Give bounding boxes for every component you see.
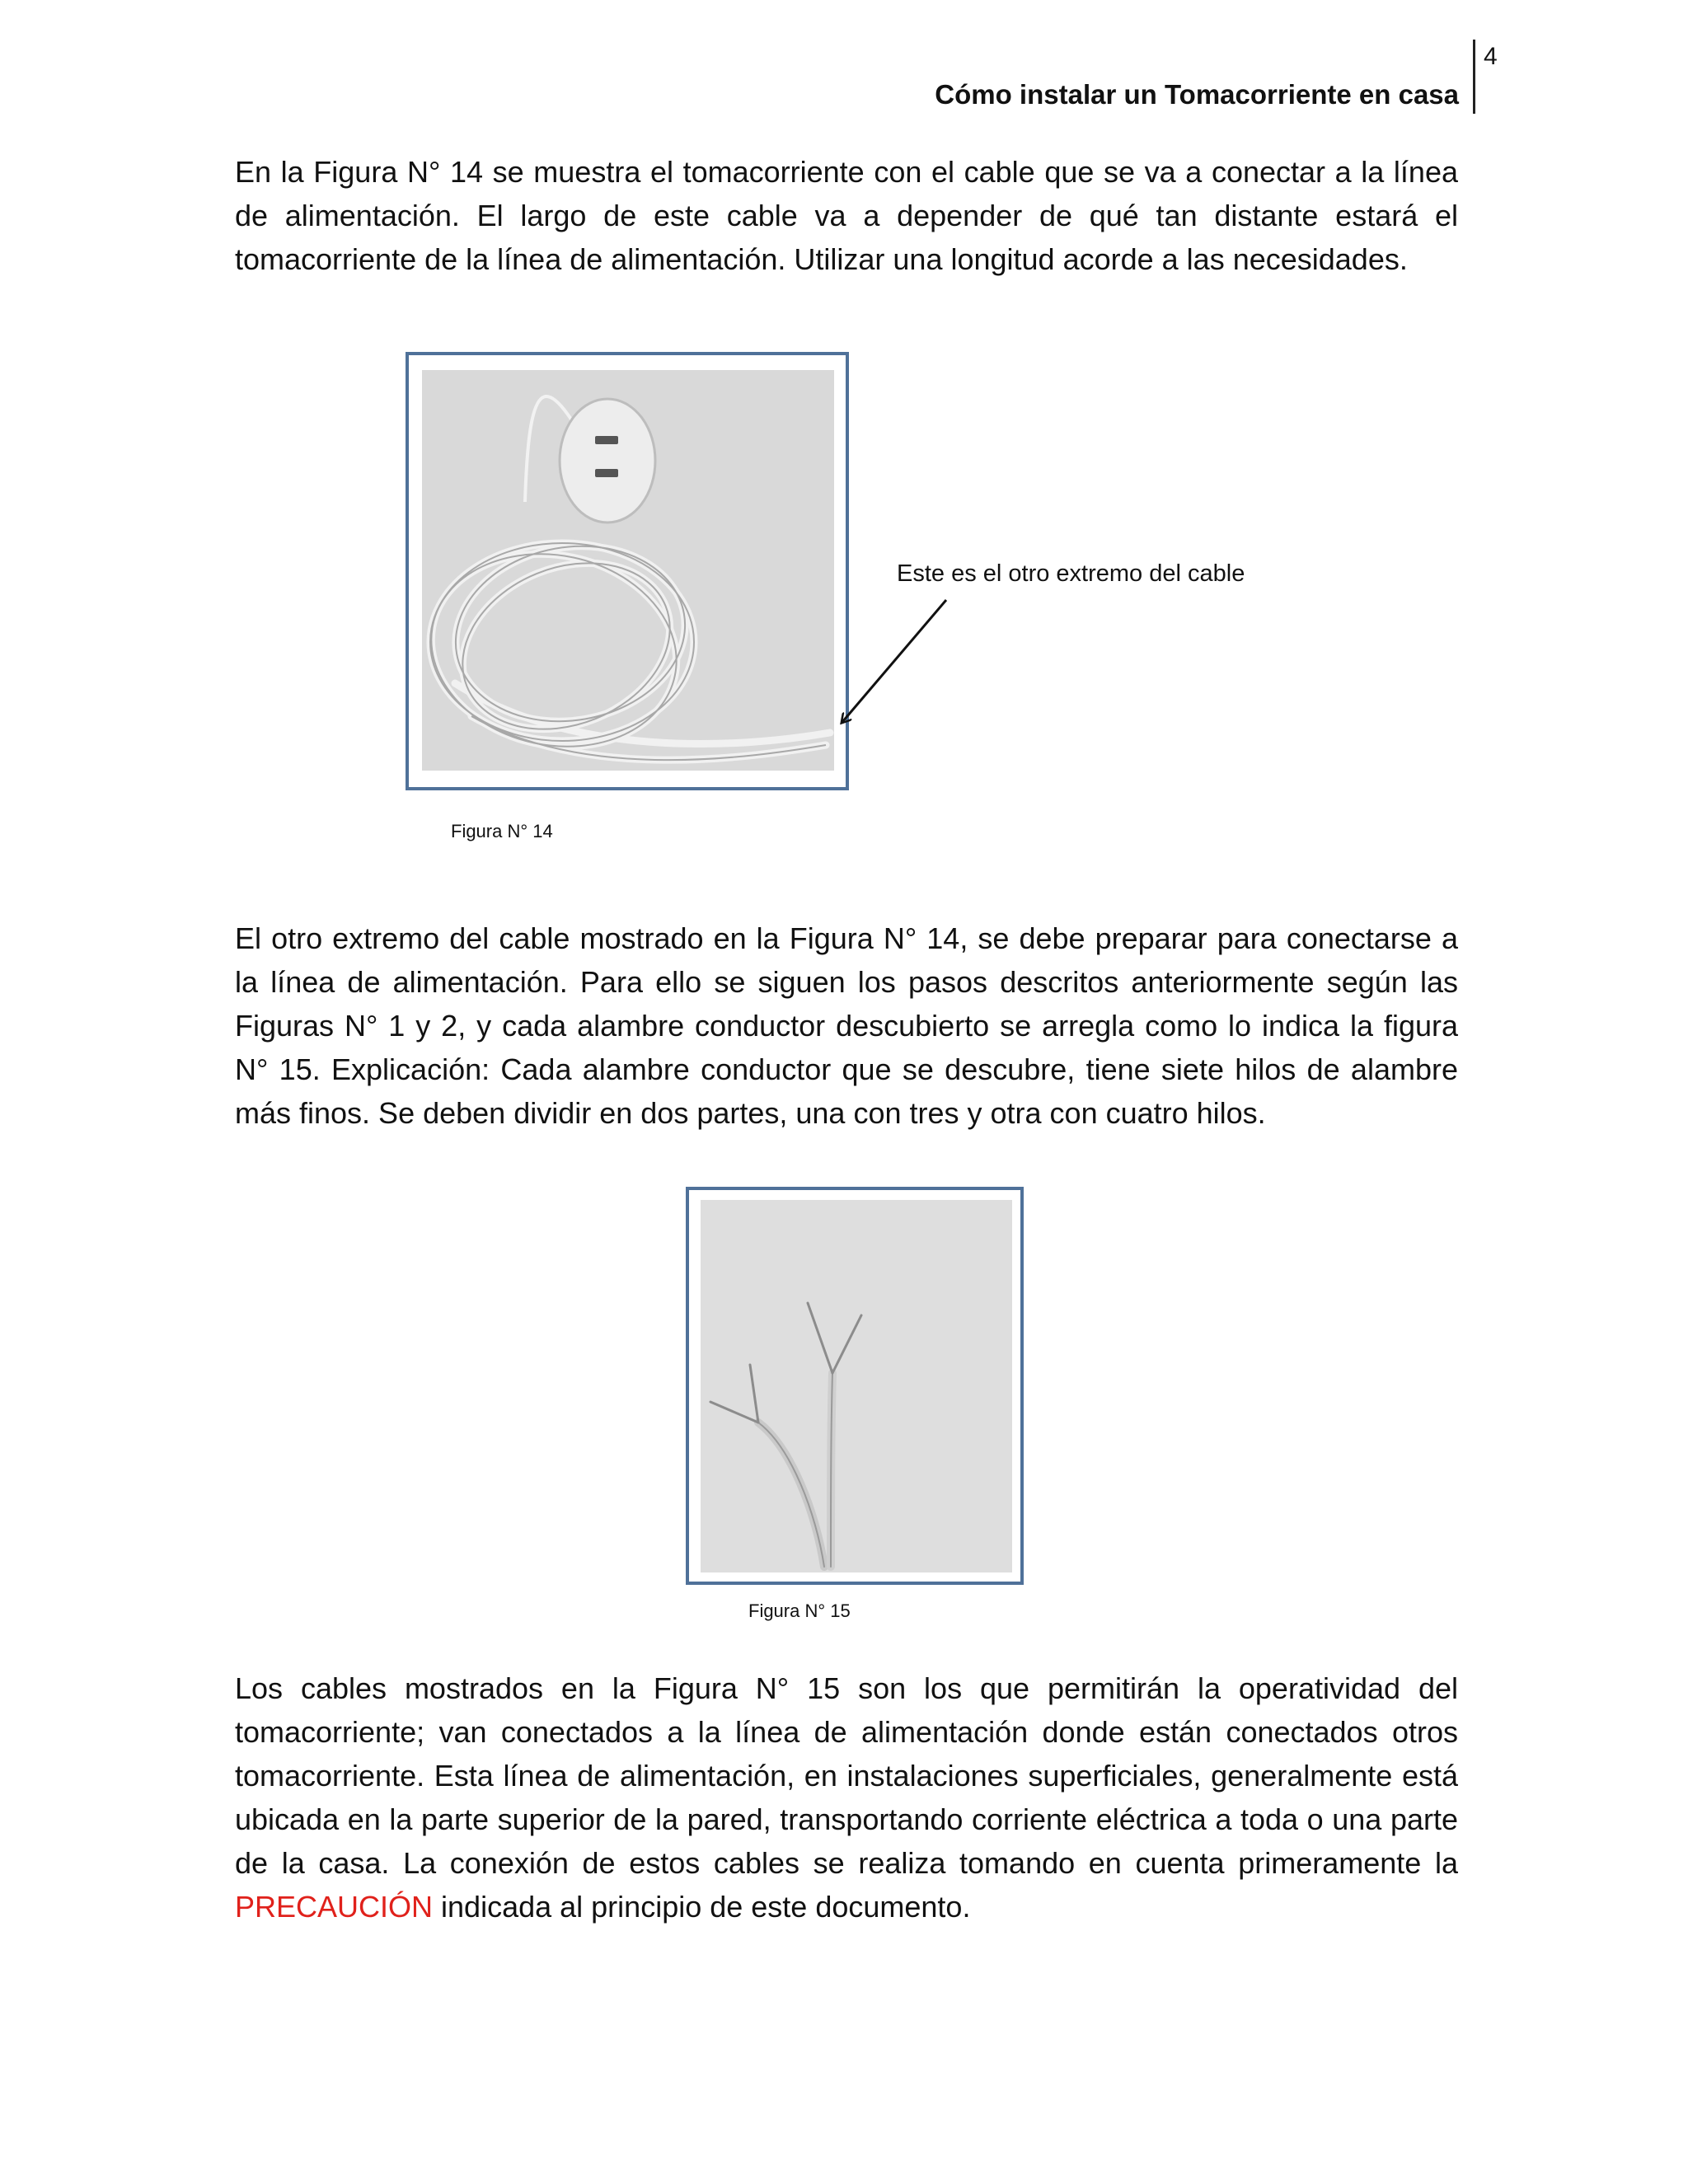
figure-14-photo (422, 370, 834, 771)
document-header-title: Cómo instalar un Tomacorriente en casa (935, 79, 1459, 110)
page-number: 4 (1484, 43, 1498, 70)
figure-15-photo (701, 1200, 1012, 1572)
figure-15-frame (686, 1187, 1024, 1585)
paragraph-connection-end: indicada al principio de este documento. (433, 1890, 971, 1924)
paragraph-intro: En la Figura N° 14 se muestra el tomacorriente con el cable que se va a conectar a la línea de alimentación. El largo de este cable va a depender de qué tan distante estará el tomacorriente de la línea de alimentación. Utilizar una longitud acorde a las necesidades. (235, 155, 1458, 276)
header-divider (1473, 40, 1475, 114)
figure-14-frame (406, 352, 849, 790)
figure-14-annotation: Este es el otro extremo del cable (897, 560, 1245, 587)
figure-14-caption: Figura N° 14 (451, 821, 553, 841)
precaution-warning: PRECAUCIÓN (235, 1890, 434, 1924)
paragraph-connection-text: Los cables mostrados en la Figura N° 15 son los que permitirán la operatividad del tomacorriente; van conectados a la línea de alimentación donde están conectados otros tomacorriente. Esta línea de alimentación, en instalaciones superficiales, generalmente está ubicada en la parte superior de la pared, transportando corriente eléctrica a toda o una parte de la casa. La conexión de estos cables se realiza tomando en cuenta primeramente la (235, 1671, 1458, 1880)
figure-15-caption: Figura N° 15 (748, 1601, 851, 1621)
paragraph-cable-preparation: El otro extremo del cable mostrado en la Figura N° 14, se debe preparar para conectarse a la línea de alimentación. Para ello se siguen los pasos descritos anteriormente según las Figuras N° 1 y 2, y cada alambre conductor descubierto se arregla como lo indica la figura N° 15. Explicación: Cada alambre conductor que se descubre, tiene siete hilos de alambre más finos. Se deben dividir en dos partes, una con tres y otra con cuatro hilos. (235, 921, 1458, 1130)
paragraph-connection (235, 1666, 1458, 1929)
